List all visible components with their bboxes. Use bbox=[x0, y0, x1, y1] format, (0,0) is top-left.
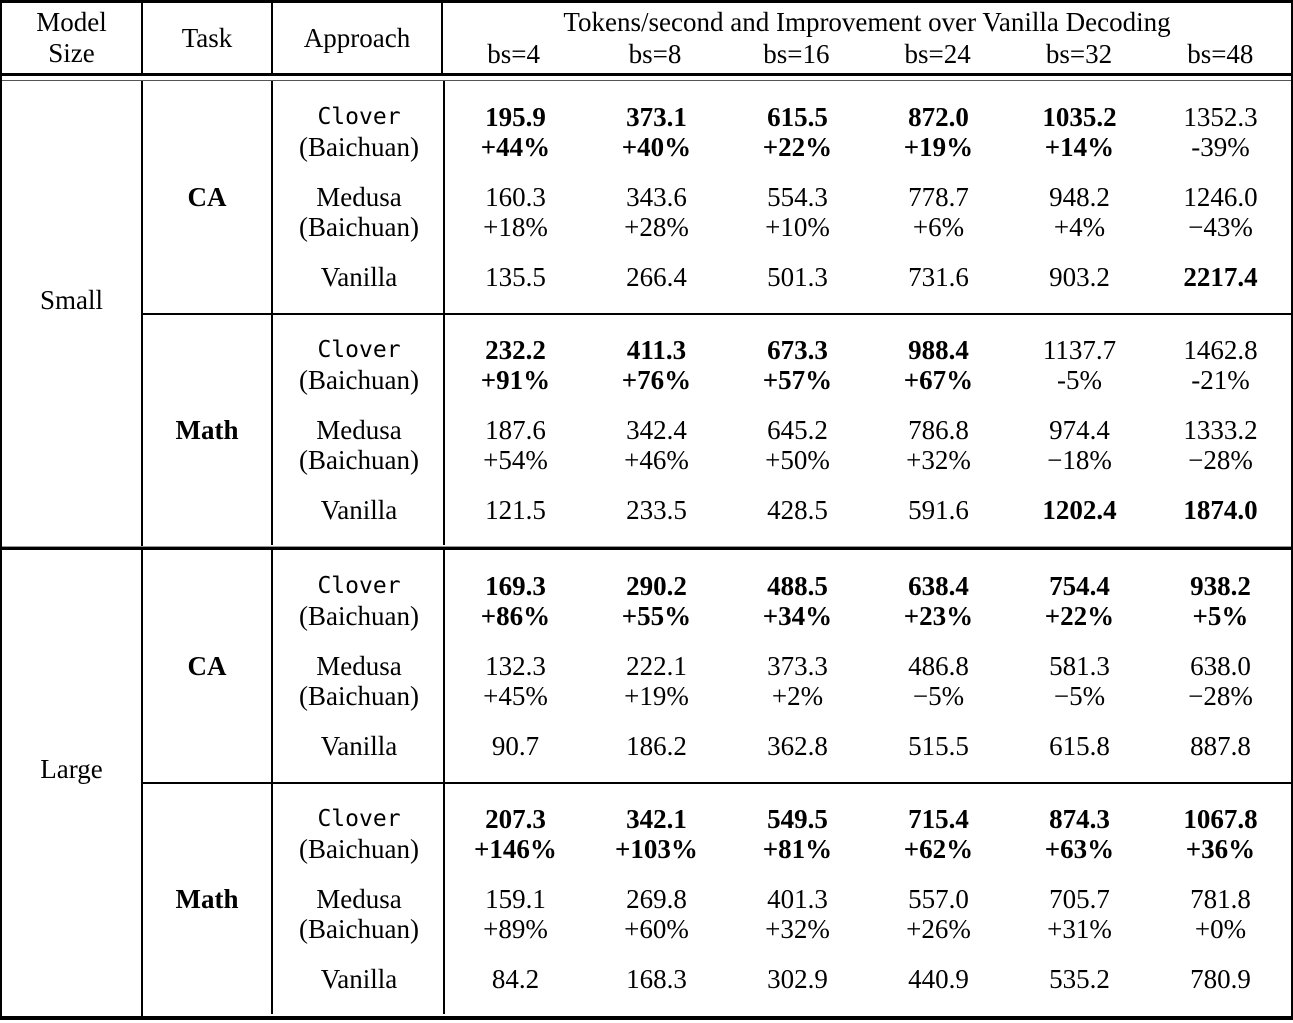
table-cell: 342.1 +103% bbox=[615, 804, 698, 864]
table-row-vanilla bbox=[273, 262, 1291, 292]
table-cell: 343.6 +28% bbox=[624, 182, 689, 242]
table-cell: 186.2 bbox=[626, 731, 687, 761]
task-label-math: Math bbox=[143, 315, 273, 545]
table-cell: 938.2 +5% bbox=[1190, 571, 1251, 631]
approach-label-clover: Clover (Baichuan) bbox=[299, 104, 419, 162]
table-cell: 988.4 +67% bbox=[903, 335, 974, 395]
task-label-ca: CA bbox=[143, 81, 273, 313]
table-cell: 373.1 +40% bbox=[621, 102, 692, 162]
table-cell: 557.0 +26% bbox=[906, 884, 971, 944]
table-cell: 187.6 +54% bbox=[483, 415, 548, 475]
table-cell: 132.3 +45% bbox=[483, 651, 548, 711]
table-cell: 1035.2 +14% bbox=[1042, 102, 1117, 162]
table-cell: 169.3 +86% bbox=[480, 571, 551, 631]
table-row-vanilla bbox=[273, 731, 1291, 761]
table-cell: 786.8 +32% bbox=[906, 415, 971, 475]
header-bs-32: bs=32 bbox=[1045, 39, 1113, 69]
table-cell: 440.9 bbox=[908, 964, 969, 994]
task-label-ca: CA bbox=[143, 550, 273, 782]
table-cell: 1202.4 bbox=[1042, 495, 1117, 525]
header-model-size-line2: Size bbox=[48, 38, 95, 68]
table-cell: 778.7 +6% bbox=[908, 182, 969, 242]
header-span-title: Tokens/second and Improvement over Vanilla Decoding bbox=[563, 7, 1171, 37]
approach-label-medusa: Medusa (Baichuan) bbox=[299, 884, 419, 944]
approach-label-vanilla: Vanilla bbox=[320, 731, 398, 761]
table-cell: 1462.8 -21% bbox=[1183, 335, 1258, 395]
table-row-clover bbox=[273, 571, 1291, 631]
table-cell: 1246.0 −43% bbox=[1183, 182, 1258, 242]
table-cell: 121.5 bbox=[485, 495, 546, 525]
table-cell: 515.5 bbox=[908, 731, 969, 761]
block-small-ca bbox=[143, 81, 1291, 313]
header-task: Task bbox=[143, 3, 273, 73]
table-cell: 903.2 bbox=[1049, 262, 1110, 292]
table-cell: 411.3 +76% bbox=[621, 335, 692, 395]
header-bs-row bbox=[443, 39, 1291, 73]
group-small bbox=[2, 81, 1291, 547]
table-cell: 872.0 +19% bbox=[903, 102, 974, 162]
table-cell: 90.7 bbox=[491, 731, 540, 761]
approach-divider-line bbox=[443, 315, 445, 545]
approach-label-vanilla: Vanilla bbox=[320, 495, 398, 525]
table-cell: 160.3 +18% bbox=[483, 182, 548, 242]
header-tokens-group bbox=[443, 3, 1291, 73]
table-cell: 362.8 bbox=[767, 731, 828, 761]
block-large-math bbox=[143, 782, 1291, 1014]
group-large bbox=[2, 550, 1291, 1016]
table-cell: 501.3 bbox=[767, 262, 828, 292]
table-cell: 486.8 −5% bbox=[908, 651, 969, 711]
table-cell: 974.4 −18% bbox=[1047, 415, 1112, 475]
approach-label-vanilla: Vanilla bbox=[320, 964, 398, 994]
header-bs-24: bs=24 bbox=[904, 39, 971, 69]
table-cell: 1137.7 -5% bbox=[1042, 335, 1117, 395]
approach-label-clover: Clover (Baichuan) bbox=[299, 573, 419, 631]
table-cell: 302.9 bbox=[767, 964, 828, 994]
table-cell: 1352.3 -39% bbox=[1183, 102, 1258, 162]
table-cell: 233.5 bbox=[626, 495, 687, 525]
header-bs-48: bs=48 bbox=[1187, 39, 1254, 69]
table-cell: 731.6 bbox=[908, 262, 969, 292]
table-cell: 207.3 +146% bbox=[474, 804, 557, 864]
table-cell: 290.2 +55% bbox=[621, 571, 692, 631]
table-cell: 780.9 bbox=[1190, 964, 1251, 994]
table-cell: 488.5 +34% bbox=[762, 571, 833, 631]
header-bs-4: bs=4 bbox=[487, 39, 541, 69]
header-model-size bbox=[2, 3, 143, 73]
table-row-medusa bbox=[273, 415, 1291, 475]
table-cell: 222.1 +19% bbox=[624, 651, 689, 711]
table-cell: 168.3 bbox=[626, 964, 687, 994]
table-cell: 645.2 +50% bbox=[765, 415, 830, 475]
table-cell: 266.4 bbox=[626, 262, 687, 292]
approach-label-medusa: Medusa (Baichuan) bbox=[299, 651, 419, 711]
table-cell: 232.2 +91% bbox=[480, 335, 551, 395]
table-cell: 135.5 bbox=[485, 262, 546, 292]
table-cell: 673.3 +57% bbox=[762, 335, 833, 395]
table-row-medusa bbox=[273, 884, 1291, 944]
table-cell: 2217.4 bbox=[1183, 262, 1258, 292]
table-cell: 195.9 +44% bbox=[480, 102, 551, 162]
table-cell: 615.8 bbox=[1049, 731, 1110, 761]
table-cell: 269.8 +60% bbox=[624, 884, 689, 944]
table-row-vanilla bbox=[273, 495, 1291, 525]
table-cell: 705.7 +31% bbox=[1047, 884, 1112, 944]
table-cell: 715.4 +62% bbox=[903, 804, 974, 864]
table-row-clover bbox=[273, 335, 1291, 395]
approach-label-medusa: Medusa (Baichuan) bbox=[299, 415, 419, 475]
table-cell: 401.3 +32% bbox=[765, 884, 830, 944]
header-double-rule bbox=[2, 73, 1291, 81]
table-cell: 549.5 +81% bbox=[762, 804, 833, 864]
table-row-clover bbox=[273, 804, 1291, 864]
model-size-label-small: Small bbox=[2, 81, 143, 547]
table-cell: 638.4 +23% bbox=[903, 571, 974, 631]
table-header-row bbox=[2, 3, 1291, 73]
table-bottom-rule bbox=[2, 1016, 1291, 1020]
table-cell: 1874.0 bbox=[1183, 495, 1258, 525]
table-cell: 84.2 bbox=[491, 964, 540, 994]
header-approach: Approach bbox=[273, 3, 443, 73]
table-cell: 754.4 +22% bbox=[1044, 571, 1115, 631]
table-row-medusa bbox=[273, 651, 1291, 711]
block-large-ca bbox=[143, 550, 1291, 782]
table-cell: 781.8 +0% bbox=[1190, 884, 1251, 944]
table-cell: 554.3 +10% bbox=[765, 182, 830, 242]
task-label-math: Math bbox=[143, 784, 273, 1014]
block-small-math bbox=[143, 313, 1291, 545]
approach-divider-line bbox=[443, 81, 445, 313]
header-bs-16: bs=16 bbox=[763, 39, 830, 69]
header-bs-8: bs=8 bbox=[628, 39, 682, 69]
table-cell: 535.2 bbox=[1049, 964, 1110, 994]
approach-label-clover: Clover (Baichuan) bbox=[299, 337, 419, 395]
table-cell: 638.0 −28% bbox=[1188, 651, 1253, 711]
table-cell: 948.2 +4% bbox=[1049, 182, 1110, 242]
table-cell: 1067.8 +36% bbox=[1183, 804, 1258, 864]
approach-divider-line bbox=[443, 784, 445, 1014]
header-model-size-line1: Model bbox=[36, 7, 107, 37]
table-row-medusa bbox=[273, 182, 1291, 242]
table-cell: 373.3 +2% bbox=[767, 651, 828, 711]
table-cell: 581.3 −5% bbox=[1049, 651, 1110, 711]
model-size-label-large: Large bbox=[2, 550, 143, 1016]
table-cell: 591.6 bbox=[908, 495, 969, 525]
table-cell: 1333.2 −28% bbox=[1183, 415, 1258, 475]
table-cell: 342.4 +46% bbox=[624, 415, 689, 475]
table-row-vanilla bbox=[273, 964, 1291, 994]
approach-label-vanilla: Vanilla bbox=[320, 262, 398, 292]
table-cell: 428.5 bbox=[767, 495, 828, 525]
approach-label-medusa: Medusa (Baichuan) bbox=[299, 182, 419, 242]
approach-divider-line bbox=[443, 550, 445, 782]
approach-label-clover: Clover (Baichuan) bbox=[299, 806, 419, 864]
table-cell: 874.3 +63% bbox=[1044, 804, 1115, 864]
table-cell: 159.1 +89% bbox=[483, 884, 548, 944]
table-cell: 887.8 bbox=[1190, 731, 1251, 761]
table-cell: 615.5 +22% bbox=[762, 102, 833, 162]
table-row-clover bbox=[273, 102, 1291, 162]
